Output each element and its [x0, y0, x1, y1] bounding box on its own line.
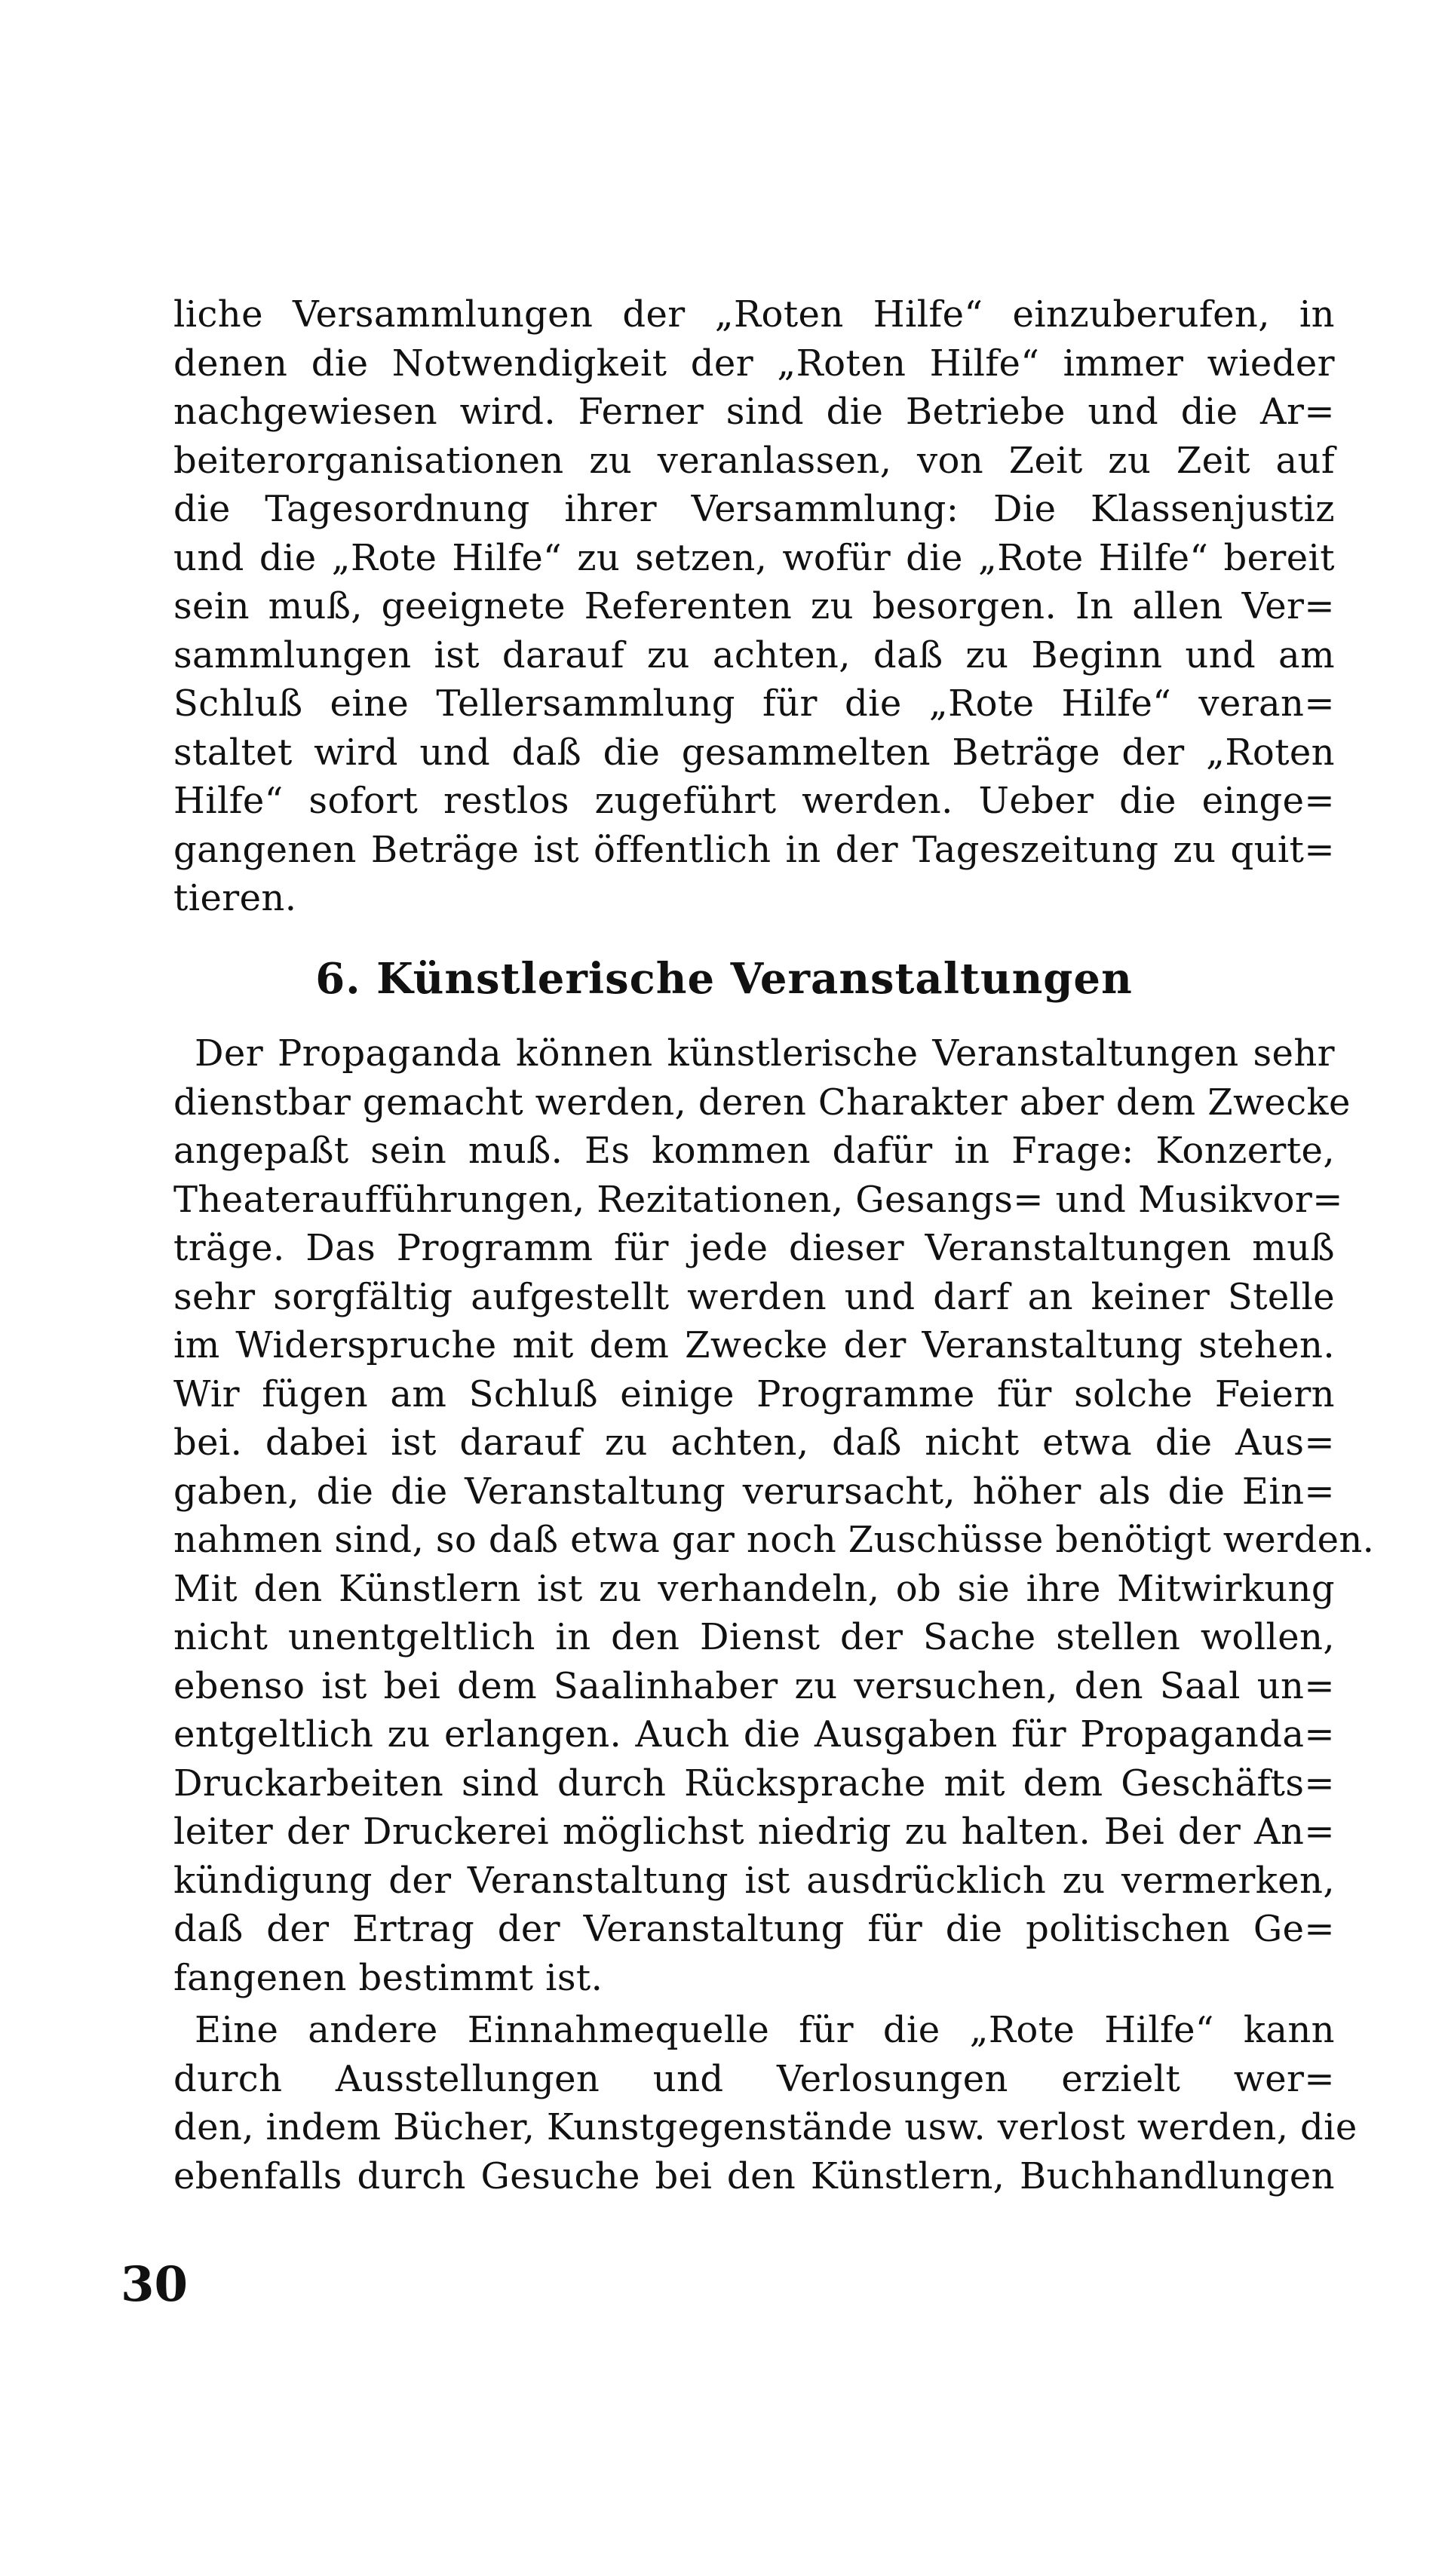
text-line: kündigung der Veranstaltung ist ausdrücklich zu vermerken, — [173, 1859, 1335, 1902]
text-line: beiterorganisationen zu veranlassen, von Zeit zu Zeit auf — [173, 439, 1335, 482]
text-line: angepaßt sein muß. Es kommen dafür in Frage: Konzerte, — [173, 1130, 1335, 1172]
text-line: sehr sorgfältig aufgestellt werden und darf an keiner Stelle — [173, 1275, 1335, 1318]
text-line: leiter der Druckerei möglichst niedrig zu halten. Bei der An= — [173, 1811, 1335, 1853]
text-line: sammlungen ist darauf zu achten, daß zu Beginn und am — [173, 633, 1335, 676]
text-line: entgeltlich zu erlangen. Auch die Ausgaben für Propaganda= — [173, 1713, 1335, 1756]
text-line: dienstbar gemacht werden, deren Charakter aber dem Zwecke — [173, 1081, 1351, 1124]
text-line: gangenen Beträge ist öffentlich in der Tageszeitung zu quit= — [173, 828, 1335, 871]
text-line: nachgewiesen wird. Ferner sind die Betriebe und die Ar= — [173, 391, 1335, 433]
text-line: Wir fügen am Schluß einige Programme für solche Feiern — [173, 1372, 1335, 1415]
text-line: Hilfe“ sofort restlos zugeführt werden. Ueber die einge= — [173, 780, 1335, 822]
text-line: gaben, die die Veranstaltung verursacht, höher als die Ein= — [173, 1470, 1335, 1513]
text-line: nicht unentgeltlich in den Dienst der Sache stellen wollen, — [173, 1616, 1335, 1658]
paragraph-1 — [173, 290, 1335, 923]
text-line: tieren. — [173, 877, 297, 919]
text-line: Eine andere Einnahmequelle für die „Rote Hilfe“ kann — [195, 2009, 1335, 2051]
text-line: liche Versammlungen der „Roten Hilfe“ einzuberufen, in — [173, 293, 1335, 336]
text-line: ebenfalls durch Gesuche bei den Künstlern, Buchhandlungen — [173, 2154, 1335, 2197]
text-line: Der Propaganda können künstlerische Veranstaltungen sehr — [195, 1032, 1335, 1075]
text-line: bei. dabei ist darauf zu achten, daß nicht etwa die Aus= — [173, 1421, 1335, 1464]
text-line: denen die Notwendigkeit der „Roten Hilfe“ immer wieder — [173, 342, 1335, 385]
text-line: ebenso ist bei dem Saalinhaber zu versuchen, den Saal un= — [173, 1664, 1335, 1707]
text-line: nahmen sind, so daß etwa gar noch Zuschüsse benötigt werden. — [173, 1519, 1375, 1561]
text-line: träge. Das Programm für jede dieser Veranstaltungen muß — [173, 1227, 1335, 1269]
text-line: staltet wird und daß die gesammelten Beträge der „Roten — [173, 731, 1335, 774]
text-line: fangenen bestimmt ist. — [173, 1956, 603, 1999]
section-heading: 6. Künstlerische Veranstaltungen — [315, 954, 1133, 1004]
text-line: daß der Ertrag der Veranstaltung für die politischen Ge= — [173, 1908, 1335, 1950]
page-number: 30 — [121, 2256, 189, 2313]
text-line: und die „Rote Hilfe“ zu setzen, wofür die „Rote Hilfe“ bereit — [173, 536, 1335, 579]
text-line: sein muß, geeignete Referenten zu besorgen. In allen Ver= — [173, 585, 1335, 627]
paragraph-2 — [173, 1029, 1375, 2002]
text-line: Theateraufführungen, Rezitationen, Gesangs= und Musikvor= — [173, 1178, 1343, 1221]
text-line: Druckarbeiten sind durch Rücksprache mit dem Geschäfts= — [173, 1762, 1335, 1805]
text-line: Mit den Künstlern ist zu verhandeln, ob sie ihre Mitwirkung — [173, 1567, 1335, 1610]
text-line: die Tagesordnung ihrer Versammlung: Die Klassenjustiz — [173, 488, 1335, 530]
text-line: im Widerspruche mit dem Zwecke der Veranstaltung stehen. — [173, 1324, 1335, 1366]
text-line: Schluß eine Tellersammlung für die „Rote Hilfe“ veran= — [173, 682, 1335, 725]
text-line: den, indem Bücher, Kunstgegenstände usw. verlost werden, die — [173, 2106, 1358, 2148]
paragraph-3 — [173, 2006, 1358, 2200]
text-line: durch Ausstellungen und Verlosungen erzielt wer= — [173, 2057, 1335, 2100]
